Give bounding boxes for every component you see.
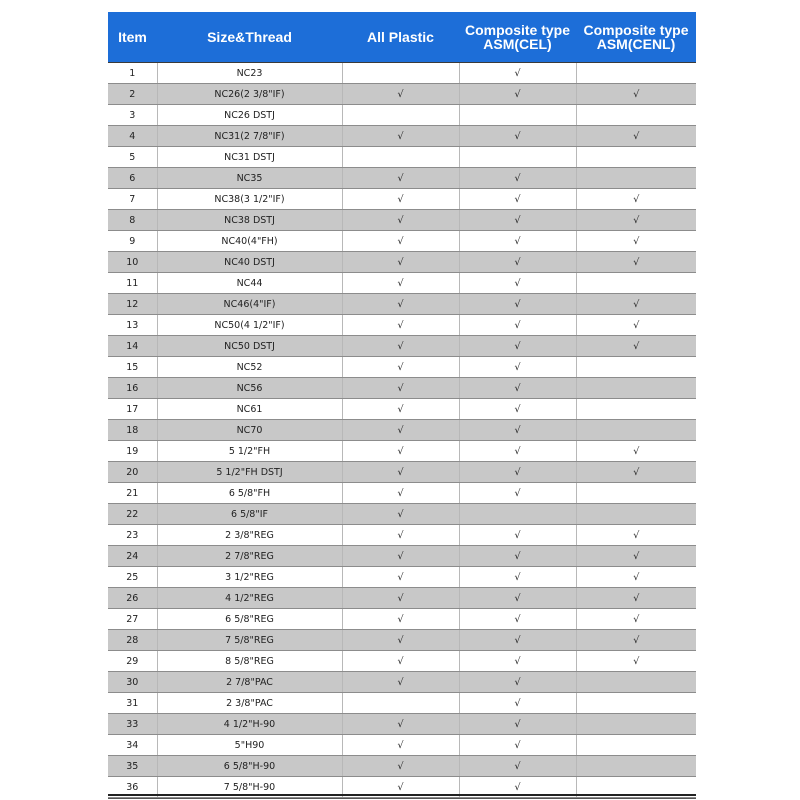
- cell-size-thread: 3 1/2"REG: [157, 567, 342, 588]
- cell-size-thread: NC38 DSTJ: [157, 210, 342, 231]
- cell-all-plastic: √: [342, 189, 459, 210]
- table-row: [108, 441, 696, 462]
- table-row: [108, 609, 696, 630]
- cell-size-thread: 7 5/8"H-90: [157, 777, 342, 798]
- table-row: [108, 714, 696, 735]
- table-row: [108, 147, 696, 168]
- cell-size-thread: NC70: [157, 420, 342, 441]
- cell-item: 12: [108, 294, 157, 315]
- cell-composite-cel: [459, 147, 576, 168]
- cell-composite-cenl: [576, 357, 696, 378]
- cell-all-plastic: √: [342, 609, 459, 630]
- cell-composite-cel: √: [459, 273, 576, 294]
- cell-item: 25: [108, 567, 157, 588]
- cell-composite-cel: √: [459, 546, 576, 567]
- cell-item: 3: [108, 105, 157, 126]
- cell-item: 22: [108, 504, 157, 525]
- cell-item: 30: [108, 672, 157, 693]
- cell-item: 26: [108, 588, 157, 609]
- cell-all-plastic: √: [342, 546, 459, 567]
- cell-size-thread: 2 7/8"REG: [157, 546, 342, 567]
- cell-all-plastic: √: [342, 378, 459, 399]
- cell-composite-cel: √: [459, 336, 576, 357]
- table-row: [108, 273, 696, 294]
- cell-all-plastic: √: [342, 420, 459, 441]
- cell-all-plastic: [342, 63, 459, 84]
- cell-all-plastic: √: [342, 357, 459, 378]
- cell-item: 6: [108, 168, 157, 189]
- cell-composite-cel: √: [459, 735, 576, 756]
- cell-composite-cel: √: [459, 630, 576, 651]
- cell-composite-cenl: √: [576, 588, 696, 609]
- cell-composite-cenl: √: [576, 231, 696, 252]
- cell-composite-cenl: [576, 756, 696, 777]
- cell-item: 7: [108, 189, 157, 210]
- cell-item: 5: [108, 147, 157, 168]
- cell-item: 23: [108, 525, 157, 546]
- cell-composite-cenl: √: [576, 441, 696, 462]
- cell-composite-cenl: [576, 714, 696, 735]
- table-row: [108, 483, 696, 504]
- cell-all-plastic: √: [342, 336, 459, 357]
- table-row: [108, 672, 696, 693]
- cell-item: 14: [108, 336, 157, 357]
- cell-composite-cel: √: [459, 567, 576, 588]
- cell-composite-cenl: [576, 483, 696, 504]
- cell-composite-cel: √: [459, 210, 576, 231]
- cell-all-plastic: √: [342, 504, 459, 525]
- cell-all-plastic: [342, 693, 459, 714]
- cell-composite-cenl: √: [576, 252, 696, 273]
- table-row: [108, 357, 696, 378]
- table-row: [108, 294, 696, 315]
- cell-composite-cel: √: [459, 693, 576, 714]
- cell-size-thread: NC50 DSTJ: [157, 336, 342, 357]
- cell-item: 29: [108, 651, 157, 672]
- cell-composite-cel: √: [459, 651, 576, 672]
- cell-composite-cel: √: [459, 525, 576, 546]
- cell-composite-cenl: [576, 693, 696, 714]
- cell-all-plastic: √: [342, 84, 459, 105]
- cell-size-thread: NC52: [157, 357, 342, 378]
- cell-composite-cenl: √: [576, 525, 696, 546]
- cell-composite-cel: √: [459, 462, 576, 483]
- cell-all-plastic: √: [342, 462, 459, 483]
- cell-composite-cenl: [576, 378, 696, 399]
- cell-composite-cenl: [576, 399, 696, 420]
- cell-all-plastic: √: [342, 168, 459, 189]
- table-row: [108, 546, 696, 567]
- cell-composite-cenl: [576, 63, 696, 84]
- cell-composite-cenl: √: [576, 315, 696, 336]
- cell-composite-cel: √: [459, 399, 576, 420]
- header-composite-cel-line1: Composite type: [464, 22, 570, 38]
- bottom-rule-secondary: [108, 798, 696, 799]
- cell-composite-cel: √: [459, 84, 576, 105]
- cell-item: 1: [108, 63, 157, 84]
- table-row: [108, 756, 696, 777]
- cell-size-thread: 6 5/8"IF: [157, 504, 342, 525]
- cell-all-plastic: √: [342, 777, 459, 798]
- table-row: [108, 126, 696, 147]
- cell-composite-cel: √: [459, 294, 576, 315]
- cell-composite-cenl: [576, 147, 696, 168]
- cell-size-thread: 7 5/8"REG: [157, 630, 342, 651]
- table-row: [108, 231, 696, 252]
- cell-item: 27: [108, 609, 157, 630]
- bottom-rule: [108, 794, 696, 796]
- cell-all-plastic: √: [342, 399, 459, 420]
- table-row: [108, 336, 696, 357]
- cell-composite-cenl: [576, 105, 696, 126]
- table-row: [108, 693, 696, 714]
- header-all-plastic: All Plastic: [342, 12, 459, 63]
- cell-composite-cel: √: [459, 609, 576, 630]
- table-row: [108, 630, 696, 651]
- table-row: [108, 63, 696, 84]
- cell-all-plastic: √: [342, 273, 459, 294]
- cell-size-thread: NC23: [157, 63, 342, 84]
- cell-all-plastic: √: [342, 567, 459, 588]
- cell-all-plastic: √: [342, 588, 459, 609]
- cell-item: 34: [108, 735, 157, 756]
- cell-item: 13: [108, 315, 157, 336]
- table-row: [108, 651, 696, 672]
- cell-all-plastic: √: [342, 525, 459, 546]
- header-composite-cenl-line2: ASM(CENL): [596, 36, 676, 52]
- cell-composite-cenl: √: [576, 336, 696, 357]
- cell-composite-cel: √: [459, 777, 576, 798]
- cell-item: 18: [108, 420, 157, 441]
- header-row: [108, 12, 696, 63]
- cell-composite-cel: √: [459, 189, 576, 210]
- header-composite-cenl-line1: Composite type: [583, 22, 689, 38]
- cell-composite-cel: √: [459, 420, 576, 441]
- cell-composite-cenl: √: [576, 630, 696, 651]
- cell-composite-cenl: √: [576, 546, 696, 567]
- cell-item: 35: [108, 756, 157, 777]
- table-row: [108, 189, 696, 210]
- cell-item: 8: [108, 210, 157, 231]
- cell-size-thread: NC61: [157, 399, 342, 420]
- cell-composite-cel: [459, 105, 576, 126]
- cell-size-thread: NC40(4"FH): [157, 231, 342, 252]
- thread-table-container: [108, 12, 696, 798]
- cell-size-thread: 6 5/8"FH: [157, 483, 342, 504]
- header-size-thread: Size&Thread: [157, 12, 342, 63]
- cell-all-plastic: √: [342, 630, 459, 651]
- cell-composite-cenl: √: [576, 462, 696, 483]
- cell-size-thread: NC46(4"IF): [157, 294, 342, 315]
- cell-size-thread: 2 7/8"PAC: [157, 672, 342, 693]
- cell-item: 16: [108, 378, 157, 399]
- cell-size-thread: 5 1/2"FH: [157, 441, 342, 462]
- cell-composite-cenl: [576, 273, 696, 294]
- cell-composite-cenl: [576, 735, 696, 756]
- cell-composite-cel: √: [459, 252, 576, 273]
- cell-size-thread: 5 1/2"FH DSTJ: [157, 462, 342, 483]
- cell-item: 24: [108, 546, 157, 567]
- table-row: [108, 420, 696, 441]
- cell-item: 9: [108, 231, 157, 252]
- cell-size-thread: 8 5/8"REG: [157, 651, 342, 672]
- table-header: [108, 12, 696, 63]
- cell-size-thread: NC26 DSTJ: [157, 105, 342, 126]
- cell-size-thread: NC50(4 1/2"IF): [157, 315, 342, 336]
- table-row: [108, 735, 696, 756]
- header-item: Item: [108, 12, 157, 63]
- cell-size-thread: NC35: [157, 168, 342, 189]
- cell-size-thread: 2 3/8"REG: [157, 525, 342, 546]
- cell-composite-cel: √: [459, 441, 576, 462]
- cell-composite-cel: √: [459, 126, 576, 147]
- cell-all-plastic: √: [342, 252, 459, 273]
- cell-size-thread: NC44: [157, 273, 342, 294]
- cell-composite-cel: √: [459, 588, 576, 609]
- cell-size-thread: NC31 DSTJ: [157, 147, 342, 168]
- cell-item: 17: [108, 399, 157, 420]
- cell-size-thread: NC26(2 3/8"IF): [157, 84, 342, 105]
- cell-composite-cel: √: [459, 672, 576, 693]
- table-row: [108, 504, 696, 525]
- cell-item: 21: [108, 483, 157, 504]
- cell-all-plastic: √: [342, 756, 459, 777]
- table-row: [108, 168, 696, 189]
- header-composite-cel-line2: ASM(CEL): [483, 36, 552, 52]
- table-row: [108, 84, 696, 105]
- cell-composite-cenl: √: [576, 651, 696, 672]
- cell-composite-cenl: [576, 504, 696, 525]
- header-composite-cenl: [576, 12, 696, 63]
- table-row: [108, 210, 696, 231]
- cell-size-thread: NC40 DSTJ: [157, 252, 342, 273]
- cell-all-plastic: √: [342, 483, 459, 504]
- cell-composite-cel: √: [459, 378, 576, 399]
- cell-composite-cenl: √: [576, 567, 696, 588]
- cell-all-plastic: [342, 147, 459, 168]
- cell-composite-cenl: √: [576, 126, 696, 147]
- cell-composite-cenl: √: [576, 84, 696, 105]
- cell-all-plastic: √: [342, 714, 459, 735]
- cell-composite-cenl: [576, 420, 696, 441]
- header-composite-cel: [459, 12, 576, 63]
- table-row: [108, 399, 696, 420]
- cell-all-plastic: √: [342, 441, 459, 462]
- cell-all-plastic: √: [342, 315, 459, 336]
- cell-composite-cenl: √: [576, 189, 696, 210]
- cell-size-thread: 6 5/8"REG: [157, 609, 342, 630]
- table-row: [108, 567, 696, 588]
- cell-composite-cenl: [576, 168, 696, 189]
- cell-size-thread: NC31(2 7/8"IF): [157, 126, 342, 147]
- cell-size-thread: 2 3/8"PAC: [157, 693, 342, 714]
- cell-composite-cel: √: [459, 168, 576, 189]
- cell-composite-cel: √: [459, 231, 576, 252]
- table-row: [108, 105, 696, 126]
- cell-item: 31: [108, 693, 157, 714]
- cell-all-plastic: √: [342, 651, 459, 672]
- cell-all-plastic: √: [342, 672, 459, 693]
- cell-item: 19: [108, 441, 157, 462]
- cell-all-plastic: √: [342, 126, 459, 147]
- cell-all-plastic: [342, 105, 459, 126]
- cell-composite-cel: √: [459, 357, 576, 378]
- cell-size-thread: NC38(3 1/2"IF): [157, 189, 342, 210]
- cell-composite-cenl: √: [576, 210, 696, 231]
- cell-all-plastic: √: [342, 231, 459, 252]
- cell-item: 15: [108, 357, 157, 378]
- cell-size-thread: 6 5/8"H-90: [157, 756, 342, 777]
- thread-compatibility-table: [108, 12, 696, 798]
- cell-size-thread: 4 1/2"REG: [157, 588, 342, 609]
- cell-item: 10: [108, 252, 157, 273]
- cell-all-plastic: √: [342, 210, 459, 231]
- cell-composite-cel: √: [459, 63, 576, 84]
- table-row: [108, 315, 696, 336]
- cell-composite-cel: √: [459, 483, 576, 504]
- cell-size-thread: 4 1/2"H-90: [157, 714, 342, 735]
- cell-size-thread: NC56: [157, 378, 342, 399]
- cell-item: 20: [108, 462, 157, 483]
- table-row: [108, 252, 696, 273]
- cell-all-plastic: √: [342, 735, 459, 756]
- cell-item: 4: [108, 126, 157, 147]
- cell-composite-cel: √: [459, 756, 576, 777]
- cell-composite-cenl: √: [576, 609, 696, 630]
- table-row: [108, 462, 696, 483]
- cell-composite-cenl: √: [576, 294, 696, 315]
- table-row: [108, 588, 696, 609]
- table-body: [108, 63, 696, 798]
- cell-item: 36: [108, 777, 157, 798]
- cell-all-plastic: √: [342, 294, 459, 315]
- cell-item: 28: [108, 630, 157, 651]
- cell-item: 11: [108, 273, 157, 294]
- cell-composite-cel: [459, 504, 576, 525]
- cell-size-thread: 5"H90: [157, 735, 342, 756]
- cell-item: 2: [108, 84, 157, 105]
- cell-composite-cenl: [576, 672, 696, 693]
- cell-composite-cel: √: [459, 714, 576, 735]
- cell-composite-cel: √: [459, 315, 576, 336]
- cell-item: 33: [108, 714, 157, 735]
- table-row: [108, 378, 696, 399]
- table-row: [108, 525, 696, 546]
